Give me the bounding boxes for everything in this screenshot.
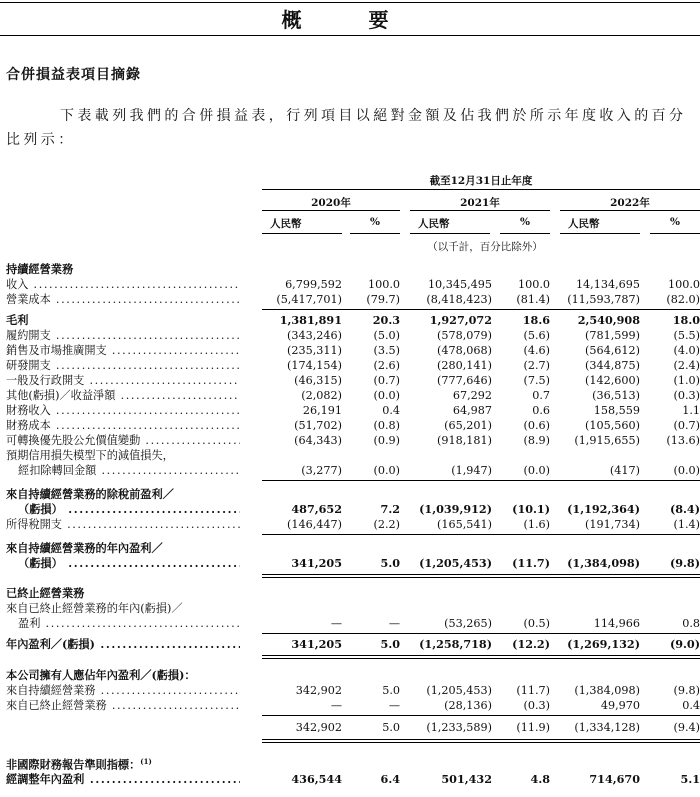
table-row — [0, 541, 700, 556]
cell-pct-2020: (5.0) — [373, 329, 400, 342]
total-double-rule — [262, 739, 700, 740]
cell-rmb-2020: — — [330, 617, 342, 630]
footnote-marker: (1) — [140, 757, 152, 766]
total-double-rule — [262, 577, 700, 578]
cell-pct-2020: 0.4 — [382, 404, 400, 417]
cell-pct-2020: 5.0 — [380, 637, 400, 651]
cell-pct-2022: (9.0) — [669, 637, 700, 651]
table-row — [0, 698, 700, 713]
year-header-2020: 2020年 — [311, 197, 351, 209]
row-label: 預期信用損失模型下的減值損失， — [6, 449, 174, 462]
col-pct-2022: % — [670, 216, 680, 228]
header-rule-bottom — [0, 35, 700, 36]
cell-pct-2020: 5.0 — [380, 556, 400, 570]
intro-paragraph: 下表載列我們的合併損益表，行列項目以絕對金額及佔我們於所示年度收入的百分比列示： — [6, 108, 687, 148]
row-label: 來自持續經營業務的除稅前盈利／ — [6, 487, 174, 501]
cell-rmb-2020: — — [330, 699, 342, 712]
cell-rmb-2020: 26,191 — [302, 404, 342, 417]
cell-pct-2022: (0.7) — [673, 419, 700, 432]
table-row — [0, 720, 700, 735]
table-row — [0, 448, 700, 463]
row-label: 其他(虧損)／收益淨額 ..... — [6, 388, 240, 403]
cell-pct-2020: — — [388, 617, 400, 630]
cell-pct-2022: (9.8) — [673, 684, 700, 697]
cell-rmb-2020: 341,205 — [291, 637, 342, 651]
cell-pct-2022: (0.3) — [673, 389, 700, 402]
row-label — [6, 754, 240, 773]
cell-pct-2020: (0.7) — [373, 374, 400, 387]
table-row — [0, 463, 700, 478]
row-label: 所得稅開支 ..... — [6, 517, 240, 532]
cell-rmb-2022: 2,540,908 — [577, 313, 640, 327]
col-pct-2020: % — [370, 216, 380, 228]
cell-rmb-2021: (65,201) — [444, 419, 492, 432]
cell-pct-2020: (79.7) — [366, 293, 400, 306]
table-row — [0, 388, 700, 403]
row-label: 研發開支 ..... — [6, 358, 240, 373]
period-header-rule — [262, 189, 700, 190]
cell-pct-2021: (7.5) — [523, 374, 550, 387]
cell-pct-2022: (1.0) — [673, 374, 700, 387]
table-row — [0, 502, 700, 517]
cell-pct-2021: (0.3) — [523, 699, 550, 712]
table-row — [0, 313, 700, 328]
cell-rmb-2022: 714,670 — [589, 772, 640, 786]
col-rmb-2021: 人民幣 — [418, 218, 450, 230]
cell-pct-2022: 0.4 — [682, 699, 700, 712]
cell-rmb-2021: 501,432 — [441, 772, 492, 786]
table-row — [0, 668, 700, 683]
cell-rmb-2022: (1,269,132) — [567, 637, 640, 651]
cell-pct-2020: 5.0 — [382, 684, 400, 697]
row-label: 盈利 ..... — [18, 616, 240, 631]
cell-rmb-2022: (1,334,128) — [574, 721, 640, 734]
col-rule-rmb-2020 — [262, 233, 342, 234]
col-rule-rmb-2022 — [560, 233, 640, 234]
row-label: 來自持續經營業務 ..... — [6, 683, 240, 698]
cell-rmb-2020: (146,447) — [287, 518, 342, 531]
table-row — [0, 556, 700, 571]
cell-rmb-2020: 342,902 — [295, 684, 342, 697]
cell-pct-2021: (11.7) — [516, 684, 550, 697]
cell-pct-2021: 18.6 — [522, 313, 550, 327]
col-rmb-2022: 人民幣 — [568, 218, 600, 230]
row-label: 銷售及市場推廣開支 ..... — [6, 343, 240, 358]
row-label: 一般及行政開支 ..... — [6, 373, 240, 388]
cell-rmb-2020: 6,799,592 — [285, 278, 342, 291]
cell-pct-2020: (0.0) — [373, 389, 400, 402]
cell-rmb-2022: (417) — [609, 464, 640, 477]
total-double-rule — [262, 658, 700, 659]
cell-pct-2022: (0.0) — [673, 464, 700, 477]
cell-pct-2020: (2.6) — [373, 359, 400, 372]
cell-rmb-2020: 342,902 — [295, 721, 342, 734]
cell-rmb-2021: (1,258,718) — [419, 637, 492, 651]
cell-pct-2022: 1.1 — [682, 404, 700, 417]
cell-rmb-2021: (53,265) — [444, 617, 492, 630]
row-label: 履約開支 ..... — [6, 328, 240, 343]
table-row — [0, 403, 700, 418]
cell-pct-2022: (5.5) — [673, 329, 700, 342]
cell-rmb-2022: (1,384,098) — [567, 556, 640, 570]
cell-pct-2021: 4.8 — [530, 772, 550, 786]
table-row — [0, 601, 700, 616]
cell-pct-2022: (13.6) — [666, 434, 700, 447]
cell-pct-2020: 5.0 — [382, 721, 400, 734]
cell-rmb-2021: 10,345,495 — [427, 278, 492, 291]
cell-rmb-2022: (1,192,364) — [567, 502, 640, 516]
cell-pct-2020: (0.0) — [373, 464, 400, 477]
cell-rmb-2020: (343,246) — [287, 329, 342, 342]
cell-rmb-2022: (564,612) — [585, 344, 640, 357]
table-row — [0, 616, 700, 631]
cell-rmb-2022: (1,384,098) — [574, 684, 640, 697]
unit-note: （以千計，百分比除外） — [427, 241, 543, 253]
cell-pct-2021: (1.6) — [523, 518, 550, 531]
table-row — [0, 433, 700, 448]
subtotal-rule — [262, 633, 700, 634]
row-label: 收入 ..... — [6, 277, 240, 292]
cell-rmb-2021: (8,418,423) — [426, 293, 492, 306]
col-rule-pct-2021 — [500, 233, 550, 234]
cell-rmb-2022: (142,600) — [585, 374, 640, 387]
cell-rmb-2021: (28,136) — [444, 699, 492, 712]
cell-pct-2021: (2.7) — [523, 359, 550, 372]
cell-pct-2021: (4.6) — [523, 344, 550, 357]
row-label: 可轉換優先股公允價值變動 ..... — [6, 433, 240, 448]
row-label: 經扣除轉回金額 ..... — [18, 463, 240, 478]
cell-rmb-2020: 1,381,891 — [279, 313, 342, 327]
row-label: 來自已終止經營業務的年內(虧損)／ — [6, 602, 183, 615]
cell-pct-2022: 100.0 — [667, 278, 700, 291]
cell-pct-2021: 0.7 — [532, 389, 550, 402]
cell-pct-2022: 0.8 — [682, 617, 700, 630]
cell-rmb-2022: 14,134,695 — [575, 278, 640, 291]
table-row — [0, 343, 700, 358]
col-pct-2021: % — [520, 216, 530, 228]
table-row — [0, 586, 700, 601]
row-label: （虧損） ..... — [18, 502, 240, 517]
table-row — [0, 772, 700, 787]
year-rule-2020 — [262, 210, 400, 211]
year-header-2022: 2022年 — [610, 197, 650, 209]
col-rule-pct-2020 — [350, 233, 400, 234]
cell-pct-2020: (2.2) — [373, 518, 400, 531]
cell-pct-2022: (82.0) — [666, 293, 700, 306]
row-label: 來自持續經營業務的年內盈利／ — [6, 541, 163, 555]
cell-rmb-2020: (3,277) — [301, 464, 342, 477]
cell-rmb-2021: (165,541) — [437, 518, 492, 531]
section-title: 合併損益表項目摘錄 — [6, 67, 141, 83]
total-double-rule — [262, 574, 700, 575]
total-double-rule — [262, 655, 700, 656]
row-label: 本公司擁有人應佔年內盈利／(虧損)： — [6, 668, 196, 682]
cell-pct-2022: 5.1 — [680, 772, 700, 786]
table-row — [0, 683, 700, 698]
cell-rmb-2021: (578,079) — [437, 329, 492, 342]
table-row — [0, 637, 700, 652]
row-label: 年內盈利／(虧損) ..... — [6, 637, 240, 652]
cell-rmb-2020: (2,082) — [301, 389, 342, 402]
cell-rmb-2022: (36,513) — [592, 389, 640, 402]
cell-rmb-2022: (344,875) — [585, 359, 640, 372]
year-rule-2022 — [560, 210, 700, 211]
cell-pct-2021: 0.6 — [532, 404, 550, 417]
table-row — [0, 328, 700, 343]
row-label: 毛利 — [6, 313, 29, 327]
subtotal-rule — [262, 309, 700, 310]
table-row — [0, 262, 700, 277]
cell-rmb-2020: 436,544 — [291, 772, 342, 786]
cell-pct-2021: (11.7) — [512, 556, 550, 570]
cell-rmb-2021: (1,205,453) — [419, 556, 492, 570]
cell-rmb-2021: (918,181) — [437, 434, 492, 447]
row-label: 營業成本 ..... — [6, 292, 240, 307]
cell-rmb-2021: (1,947) — [451, 464, 492, 477]
cell-pct-2020: (0.8) — [373, 419, 400, 432]
cell-pct-2021: (11.9) — [516, 721, 550, 734]
cell-pct-2022: (9.8) — [669, 556, 700, 570]
cell-rmb-2021: (777,646) — [437, 374, 492, 387]
cell-pct-2021: (5.6) — [523, 329, 550, 342]
header-rule-top — [0, 2, 700, 3]
cell-rmb-2020: (46,315) — [294, 374, 342, 387]
row-label-text: 非國際財務報告準則指標： — [6, 757, 141, 772]
year-header-2021: 2021年 — [460, 197, 500, 209]
cell-pct-2020: (0.9) — [373, 434, 400, 447]
cell-rmb-2020: (235,311) — [287, 344, 342, 357]
subtotal-rule — [262, 480, 700, 481]
total-double-rule — [262, 742, 700, 743]
cell-rmb-2022: 114,966 — [593, 617, 640, 630]
cell-pct-2021: 100.0 — [517, 278, 550, 291]
cell-rmb-2021: 64,987 — [452, 404, 492, 417]
cell-pct-2021: (0.5) — [523, 617, 550, 630]
period-header: 截至12月31日止年度 — [429, 175, 533, 187]
row-label: 來自已終止經營業務 ..... — [6, 698, 240, 713]
cell-pct-2022: (2.4) — [673, 359, 700, 372]
table-row — [0, 418, 700, 433]
subtotal-rule — [262, 534, 700, 535]
cell-rmb-2021: (1,039,912) — [419, 502, 492, 516]
cell-rmb-2022: (1,915,655) — [574, 434, 640, 447]
cell-pct-2020: 7.2 — [380, 502, 400, 516]
cell-rmb-2022: 158,559 — [593, 404, 640, 417]
cell-rmb-2022: (191,734) — [585, 518, 640, 531]
cell-pct-2020: (3.5) — [373, 344, 400, 357]
page-title: 概 要 — [281, 8, 419, 32]
col-rule-pct-2022 — [650, 233, 700, 234]
cell-pct-2022: (4.0) — [673, 344, 700, 357]
row-label: 財務成本 ..... — [6, 418, 240, 433]
row-label: 持續經營業務 — [6, 262, 74, 276]
cell-pct-2021: (8.9) — [523, 434, 550, 447]
cell-rmb-2021: 1,927,072 — [429, 313, 492, 327]
cell-pct-2021: (12.2) — [512, 637, 550, 651]
table-row — [0, 754, 700, 772]
cell-pct-2021: (10.1) — [512, 502, 550, 516]
cell-rmb-2022: (105,560) — [585, 419, 640, 432]
year-rule-2021 — [410, 210, 550, 211]
cell-rmb-2021: (478,068) — [437, 344, 492, 357]
table-row — [0, 487, 700, 502]
row-label: 已終止經營業務 — [6, 586, 85, 600]
table-row — [0, 292, 700, 307]
table-row — [0, 277, 700, 292]
cell-pct-2020: — — [388, 699, 400, 712]
subtotal-rule — [262, 715, 700, 716]
cell-pct-2022: 18.0 — [672, 313, 700, 327]
table-row — [0, 517, 700, 532]
cell-pct-2022: (9.4) — [673, 721, 700, 734]
cell-rmb-2022: (781,599) — [585, 329, 640, 342]
cell-rmb-2020: (174,154) — [287, 359, 342, 372]
cell-rmb-2021: (1,205,453) — [426, 684, 492, 697]
cell-rmb-2021: (1,233,589) — [426, 721, 492, 734]
cell-pct-2021: (0.0) — [523, 464, 550, 477]
cell-rmb-2021: (280,141) — [437, 359, 492, 372]
col-rmb-2020: 人民幣 — [270, 218, 302, 230]
cell-rmb-2020: 341,205 — [291, 556, 342, 570]
cell-pct-2020: 20.3 — [372, 313, 400, 327]
cell-rmb-2022: (11,593,787) — [567, 293, 640, 306]
col-rule-rmb-2021 — [410, 233, 490, 234]
cell-pct-2020: 6.4 — [380, 772, 400, 786]
row-label: 財務收入 ..... — [6, 403, 240, 418]
table-row — [0, 373, 700, 388]
row-label: 經調整年內盈利 ..... — [6, 772, 240, 787]
cell-pct-2022: (1.4) — [673, 518, 700, 531]
cell-rmb-2020: (51,702) — [294, 419, 342, 432]
table-row — [0, 358, 700, 373]
cell-pct-2020: 100.0 — [367, 278, 400, 291]
cell-rmb-2022: 49,970 — [600, 699, 640, 712]
cell-rmb-2021: 67,292 — [452, 389, 492, 402]
cell-rmb-2020: 487,652 — [291, 502, 342, 516]
cell-rmb-2020: (5,417,701) — [276, 293, 342, 306]
cell-rmb-2020: (64,343) — [294, 434, 342, 447]
row-label: （虧損） ..... — [18, 556, 240, 571]
cell-pct-2022: (8.4) — [669, 502, 700, 516]
cell-pct-2021: (81.4) — [516, 293, 550, 306]
cell-pct-2021: (0.6) — [523, 419, 550, 432]
